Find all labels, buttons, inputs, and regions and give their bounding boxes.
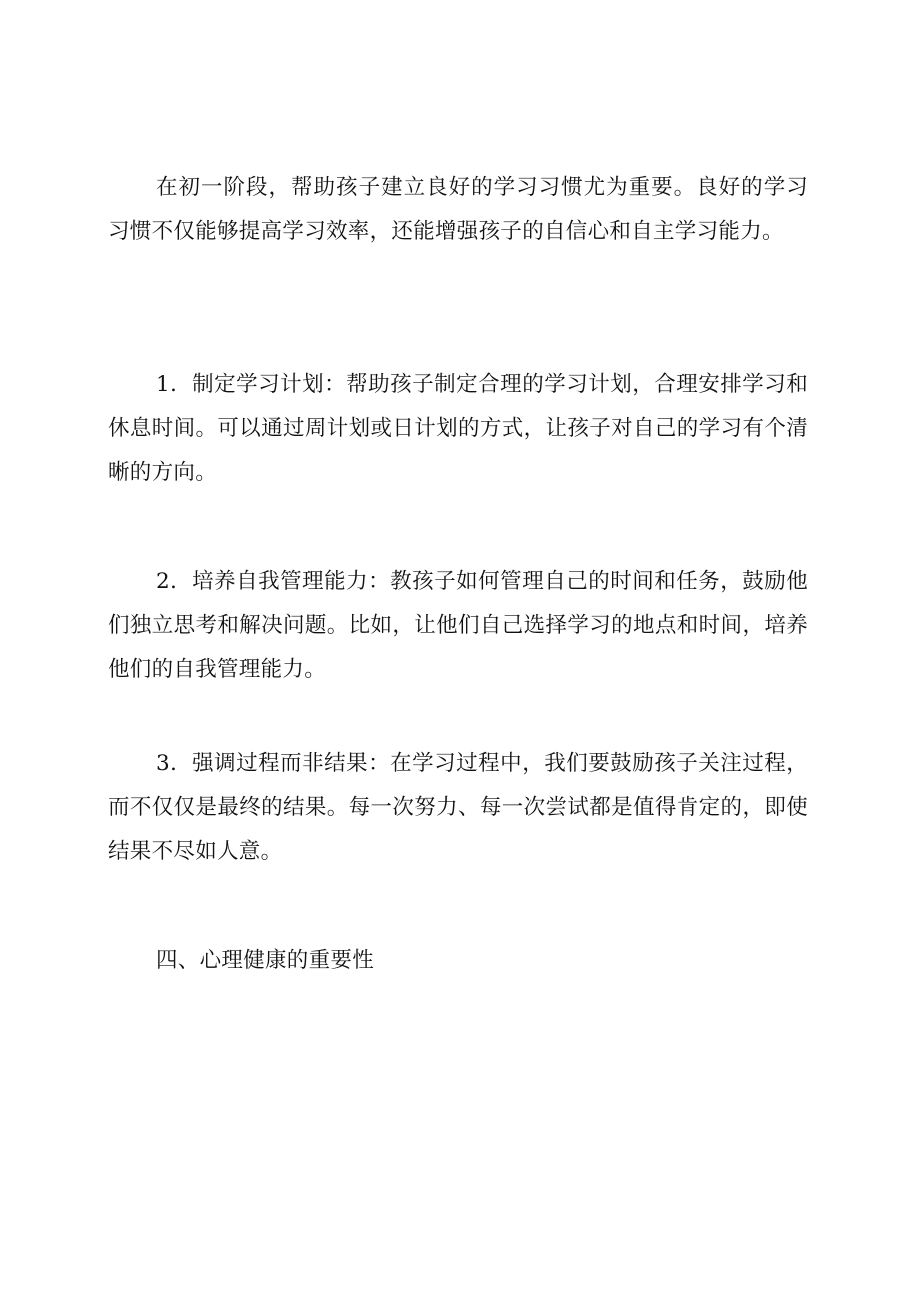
paragraph-intro: 在初一阶段，帮助孩子建立良好的学习习惯尤为重要。良好的学习习惯不仅能够提高学习效率，还能增强孩子的自信心和自主学习能力。 (108, 175, 808, 244)
section-heading: 四、心理健康的重要性 (156, 948, 375, 973)
paragraph-item-3: 3．强调过程而非结果：在学习过程中，我们要鼓励孩子关注过程，而不仅仅是最终的结果。每一次努力、每一次尝试都是值得肯定的，即使结果不尽如人意。 (108, 751, 808, 864)
paragraph-item-1: 1．制定学习计划：帮助孩子制定合理的学习计划，合理安排学习和休息时间。可以通过周计划或日计划的方式，让孩子对自己的学习有个清晰的方向。 (108, 372, 808, 485)
paragraph-item-2: 2．培养自我管理能力：教孩子如何管理自己的时间和任务，鼓励他们独立思考和解决问题。比如，让他们自己选择学习的地点和时间，培养他们的自我管理能力。 (108, 569, 808, 682)
